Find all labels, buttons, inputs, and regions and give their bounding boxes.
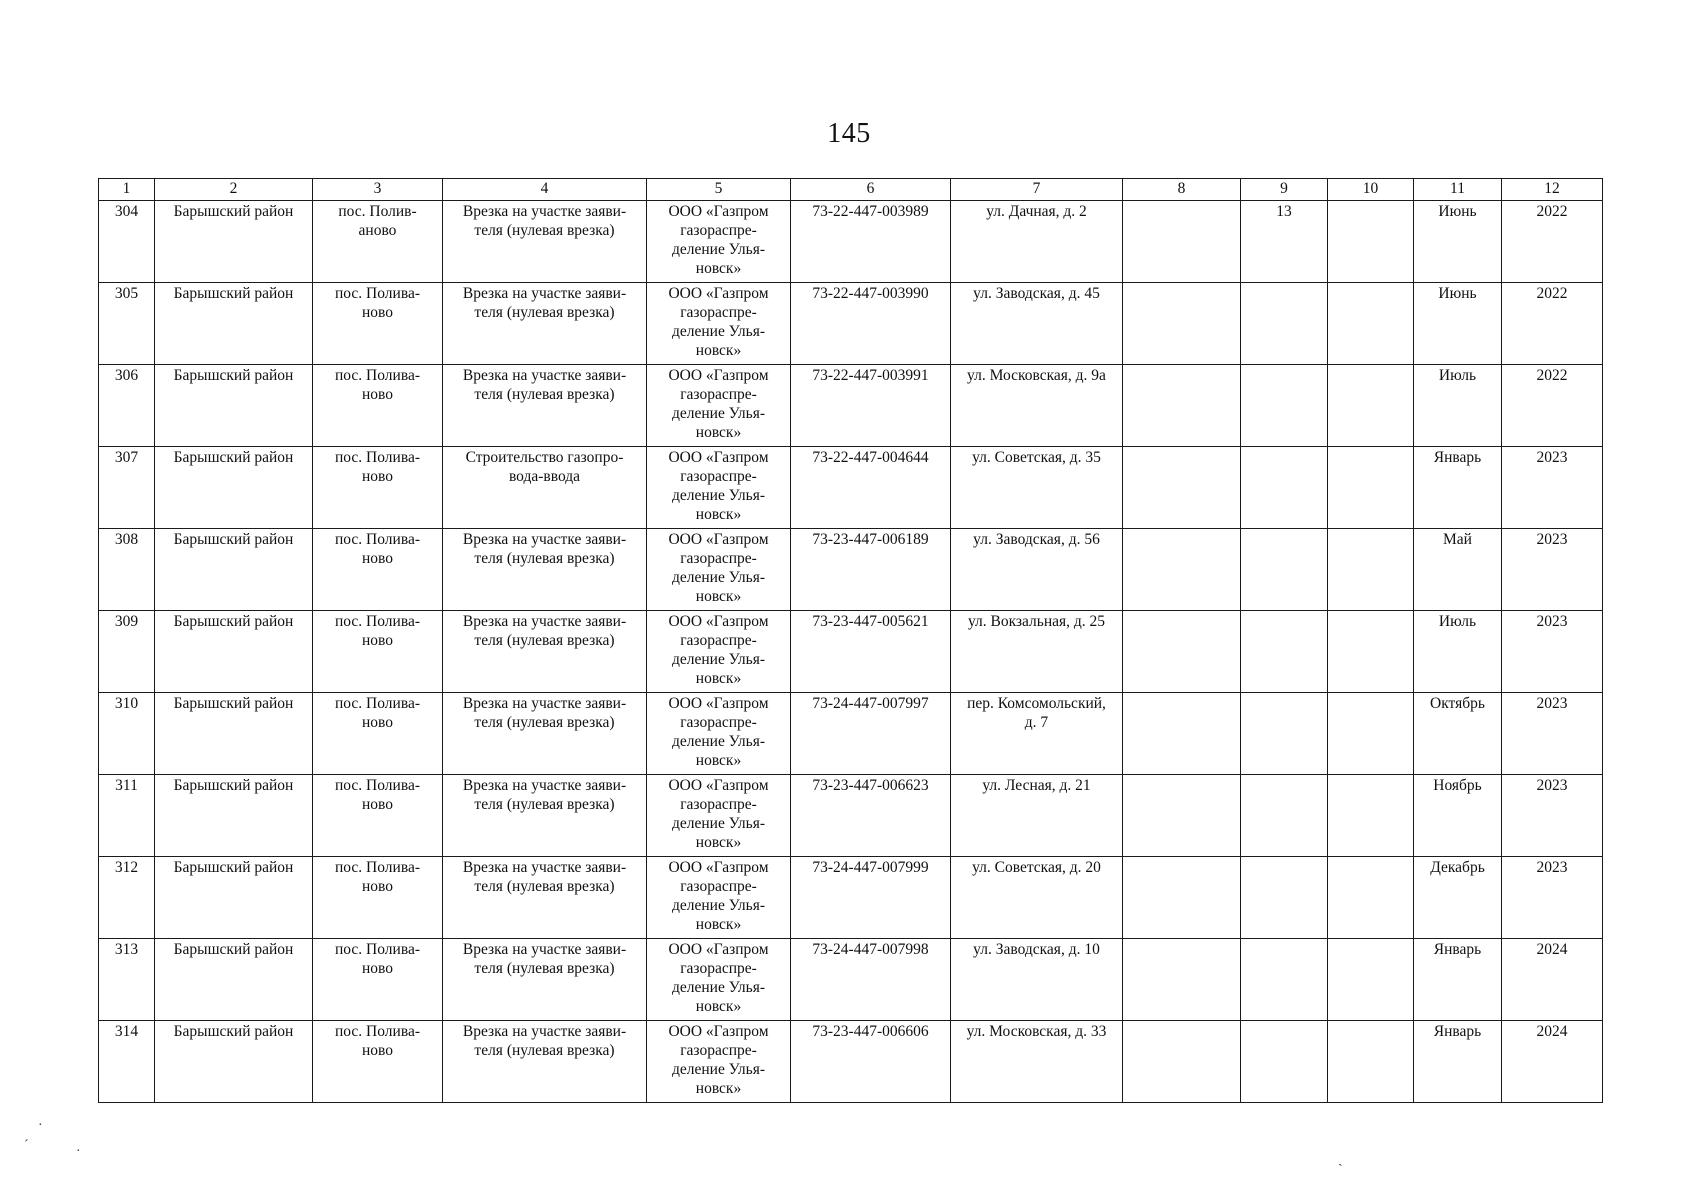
organization-cell: ООО «Газпром газораспре- деление Улья- новск» xyxy=(647,365,791,447)
row-number: 314 xyxy=(99,1021,155,1103)
address-cell: ул. Заводская, д. 56 xyxy=(951,529,1123,611)
year-cell: 2024 xyxy=(1502,939,1603,1021)
column-header-12: 12 xyxy=(1502,179,1603,201)
object-code-cell: 73-24-447-007999 xyxy=(791,857,951,939)
address-cell: ул. Заводская, д. 45 xyxy=(951,283,1123,365)
table-row xyxy=(99,365,1603,447)
organization-cell: ООО «Газпром газораспре- деление Улья- новск» xyxy=(647,611,791,693)
district-cell: Барышский район xyxy=(155,857,313,939)
table-header xyxy=(99,179,1603,201)
organization-cell: ООО «Газпром газораспре- деление Улья- новск» xyxy=(647,775,791,857)
organization-cell: ООО «Газпром газораспре- деление Улья- новск» xyxy=(647,201,791,283)
month-cell: Ноябрь xyxy=(1414,775,1502,857)
table-row xyxy=(99,529,1603,611)
column-8-cell xyxy=(1123,201,1241,283)
row-number: 309 xyxy=(99,611,155,693)
work-type-cell: Врезка на участке заяви- теля (нулевая врезка) xyxy=(443,529,647,611)
table-row xyxy=(99,1021,1603,1103)
district-cell: Барышский район xyxy=(155,283,313,365)
column-10-cell xyxy=(1328,283,1414,365)
month-cell: Июль xyxy=(1414,611,1502,693)
work-type-cell: Врезка на участке заяви- теля (нулевая врезка) xyxy=(443,611,647,693)
district-cell: Барышский район xyxy=(155,529,313,611)
column-9-cell xyxy=(1241,611,1328,693)
settlement-cell: пос. Полива- ново xyxy=(313,529,443,611)
column-8-cell xyxy=(1123,283,1241,365)
year-cell: 2022 xyxy=(1502,201,1603,283)
row-number: 306 xyxy=(99,365,155,447)
address-cell: ул. Дачная, д. 2 xyxy=(951,201,1123,283)
column-header-4: 4 xyxy=(443,179,647,201)
address-cell: ул. Советская, д. 20 xyxy=(951,857,1123,939)
table-row xyxy=(99,283,1603,365)
column-8-cell xyxy=(1123,939,1241,1021)
settlement-cell: пос. Полива- ново xyxy=(313,365,443,447)
row-number: 307 xyxy=(99,447,155,529)
work-type-cell: Врезка на участке заяви- теля (нулевая врезка) xyxy=(443,939,647,1021)
district-cell: Барышский район xyxy=(155,201,313,283)
column-10-cell xyxy=(1328,201,1414,283)
table-row xyxy=(99,857,1603,939)
object-code-cell: 73-23-447-006189 xyxy=(791,529,951,611)
year-cell: 2023 xyxy=(1502,857,1603,939)
year-cell: 2023 xyxy=(1502,775,1603,857)
organization-cell: ООО «Газпром газораспре- деление Улья- новск» xyxy=(647,447,791,529)
object-code-cell: 73-23-447-006606 xyxy=(791,1021,951,1103)
settlement-cell: пос. Полив- аново xyxy=(313,201,443,283)
month-cell: Январь xyxy=(1414,1021,1502,1103)
table-row xyxy=(99,939,1603,1021)
column-header-7: 7 xyxy=(951,179,1123,201)
column-10-cell xyxy=(1328,529,1414,611)
row-number: 310 xyxy=(99,693,155,775)
address-cell: ул. Вокзальная, д. 25 xyxy=(951,611,1123,693)
object-code-cell: 73-22-447-004644 xyxy=(791,447,951,529)
column-10-cell xyxy=(1328,447,1414,529)
column-8-cell xyxy=(1123,693,1241,775)
column-9-cell xyxy=(1241,365,1328,447)
scan-mark: ˊ xyxy=(24,1138,29,1153)
column-10-cell xyxy=(1328,775,1414,857)
row-number: 313 xyxy=(99,939,155,1021)
year-cell: 2023 xyxy=(1502,529,1603,611)
work-type-cell: Врезка на участке заяви- теля (нулевая врезка) xyxy=(443,283,647,365)
month-cell: Июнь xyxy=(1414,283,1502,365)
column-8-cell xyxy=(1123,611,1241,693)
table-row xyxy=(99,201,1603,283)
work-type-cell: Врезка на участке заяви- теля (нулевая врезка) xyxy=(443,693,647,775)
column-9-cell: 13 xyxy=(1241,201,1328,283)
column-8-cell xyxy=(1123,447,1241,529)
district-cell: Барышский район xyxy=(155,611,313,693)
table-row xyxy=(99,611,1603,693)
column-header-3: 3 xyxy=(313,179,443,201)
work-type-cell: Строительство газопро- вода-ввода xyxy=(443,447,647,529)
object-code-cell: 73-23-447-006623 xyxy=(791,775,951,857)
column-9-cell xyxy=(1241,1021,1328,1103)
column-header-8: 8 xyxy=(1123,179,1241,201)
column-8-cell xyxy=(1123,529,1241,611)
register-table xyxy=(98,178,1603,1103)
column-8-cell xyxy=(1123,775,1241,857)
settlement-cell: пос. Полива- ново xyxy=(313,939,443,1021)
scan-mark: ˎ xyxy=(1338,1152,1343,1167)
work-type-cell: Врезка на участке заяви- теля (нулевая врезка) xyxy=(443,365,647,447)
table-body xyxy=(99,201,1603,1103)
column-header-5: 5 xyxy=(647,179,791,201)
organization-cell: ООО «Газпром газораспре- деление Улья- новск» xyxy=(647,1021,791,1103)
work-type-cell: Врезка на участке заяви- теля (нулевая врезка) xyxy=(443,857,647,939)
column-9-cell xyxy=(1241,693,1328,775)
year-cell: 2024 xyxy=(1502,1021,1603,1103)
object-code-cell: 73-24-447-007997 xyxy=(791,693,951,775)
row-number: 312 xyxy=(99,857,155,939)
month-cell: Май xyxy=(1414,529,1502,611)
object-code-cell: 73-24-447-007998 xyxy=(791,939,951,1021)
table-row xyxy=(99,775,1603,857)
column-10-cell xyxy=(1328,693,1414,775)
address-cell: ул. Советская, д. 35 xyxy=(951,447,1123,529)
column-10-cell xyxy=(1328,365,1414,447)
object-code-cell: 73-22-447-003990 xyxy=(791,283,951,365)
column-header-11: 11 xyxy=(1414,179,1502,201)
work-type-cell: Врезка на участке заяви- теля (нулевая врезка) xyxy=(443,201,647,283)
settlement-cell: пос. Полива- ново xyxy=(313,693,443,775)
month-cell: Июль xyxy=(1414,365,1502,447)
column-header-6: 6 xyxy=(791,179,951,201)
district-cell: Барышский район xyxy=(155,1021,313,1103)
column-9-cell xyxy=(1241,447,1328,529)
settlement-cell: пос. Полива- ново xyxy=(313,611,443,693)
settlement-cell: пос. Полива- ново xyxy=(313,857,443,939)
row-number: 308 xyxy=(99,529,155,611)
district-cell: Барышский район xyxy=(155,693,313,775)
organization-cell: ООО «Газпром газораспре- деление Улья- новск» xyxy=(647,283,791,365)
organization-cell: ООО «Газпром газораспре- деление Улья- новск» xyxy=(647,857,791,939)
column-9-cell xyxy=(1241,939,1328,1021)
district-cell: Барышский район xyxy=(155,775,313,857)
scan-mark: · xyxy=(38,1118,43,1133)
row-number: 311 xyxy=(99,775,155,857)
settlement-cell: пос. Полива- ново xyxy=(313,283,443,365)
organization-cell: ООО «Газпром газораспре- деление Улья- новск» xyxy=(647,693,791,775)
work-type-cell: Врезка на участке заяви- теля (нулевая врезка) xyxy=(443,775,647,857)
row-number: 305 xyxy=(99,283,155,365)
settlement-cell: пос. Полива- ново xyxy=(313,1021,443,1103)
address-cell: пер. Комсомольский, д. 7 xyxy=(951,693,1123,775)
scan-mark: · xyxy=(76,1144,81,1159)
address-cell: ул. Заводская, д. 10 xyxy=(951,939,1123,1021)
settlement-cell: пос. Полива- ново xyxy=(313,775,443,857)
column-9-cell xyxy=(1241,283,1328,365)
column-header-1: 1 xyxy=(99,179,155,201)
table-row xyxy=(99,447,1603,529)
year-cell: 2023 xyxy=(1502,447,1603,529)
column-header-10: 10 xyxy=(1328,179,1414,201)
column-8-cell xyxy=(1123,1021,1241,1103)
address-cell: ул. Лесная, д. 21 xyxy=(951,775,1123,857)
column-header-2: 2 xyxy=(155,179,313,201)
district-cell: Барышский район xyxy=(155,365,313,447)
column-header-9: 9 xyxy=(1241,179,1328,201)
organization-cell: ООО «Газпром газораспре- деление Улья- новск» xyxy=(647,939,791,1021)
column-8-cell xyxy=(1123,857,1241,939)
table-row xyxy=(99,693,1603,775)
column-10-cell xyxy=(1328,857,1414,939)
organization-cell: ООО «Газпром газораспре- деление Улья- новск» xyxy=(647,529,791,611)
column-10-cell xyxy=(1328,1021,1414,1103)
month-cell: Октябрь xyxy=(1414,693,1502,775)
header-row xyxy=(99,179,1603,201)
district-cell: Барышский район xyxy=(155,939,313,1021)
address-cell: ул. Московская, д. 9а xyxy=(951,365,1123,447)
month-cell: Декабрь xyxy=(1414,857,1502,939)
month-cell: Январь xyxy=(1414,939,1502,1021)
column-10-cell xyxy=(1328,939,1414,1021)
column-9-cell xyxy=(1241,775,1328,857)
year-cell: 2022 xyxy=(1502,283,1603,365)
column-9-cell xyxy=(1241,857,1328,939)
district-cell: Барышский район xyxy=(155,447,313,529)
row-number: 304 xyxy=(99,201,155,283)
object-code-cell: 73-22-447-003989 xyxy=(791,201,951,283)
settlement-cell: пос. Полива- ново xyxy=(313,447,443,529)
column-9-cell xyxy=(1241,529,1328,611)
year-cell: 2022 xyxy=(1502,365,1603,447)
column-8-cell xyxy=(1123,365,1241,447)
month-cell: Январь xyxy=(1414,447,1502,529)
month-cell: Июнь xyxy=(1414,201,1502,283)
work-type-cell: Врезка на участке заяви- теля (нулевая врезка) xyxy=(443,1021,647,1103)
object-code-cell: 73-22-447-003991 xyxy=(791,365,951,447)
column-10-cell xyxy=(1328,611,1414,693)
year-cell: 2023 xyxy=(1502,693,1603,775)
address-cell: ул. Московская, д. 33 xyxy=(951,1021,1123,1103)
page-number: 145 xyxy=(827,118,871,149)
object-code-cell: 73-23-447-005621 xyxy=(791,611,951,693)
year-cell: 2023 xyxy=(1502,611,1603,693)
